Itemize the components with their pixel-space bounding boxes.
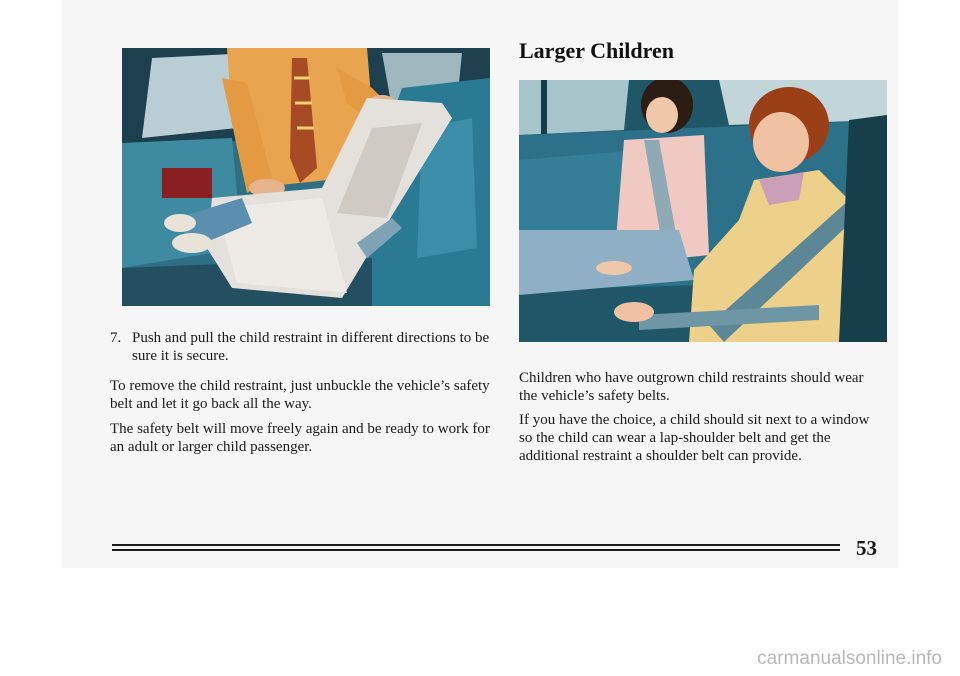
- footer-rule: [112, 544, 840, 546]
- page-number: 53: [856, 536, 877, 560]
- child-seat-installation-illustration: [122, 48, 490, 306]
- paragraph-belt-ready: The safety belt will move freely again and be ready to work for an adult or larger child passenger.: [110, 421, 490, 455]
- step-text: Push and pull the child restraint in different directions to be sure it is secure.: [132, 330, 490, 364]
- step-item: [110, 329, 490, 365]
- step-number: 7.: [110, 330, 122, 346]
- paragraph-remove-restraint: To remove the child restraint, just unbuckle the vehicle’s safety belt and let it go back all the way.: [110, 378, 490, 412]
- paragraph-window-seat: If you have the choice, a child should sit next to a window so the child can wear a lap-shoulder belt and get the additional restraint a shoulder belt can provide.: [519, 412, 870, 464]
- paragraph-outgrown-restraints: Children who have outgrown child restraints should wear the vehicle’s safety belts.: [519, 370, 864, 404]
- footer-rule: [112, 549, 840, 551]
- watermark: carmanualsonline.info: [757, 648, 942, 669]
- section-heading: Larger Children: [519, 38, 675, 63]
- children-seatbelt-illustration: [519, 80, 887, 342]
